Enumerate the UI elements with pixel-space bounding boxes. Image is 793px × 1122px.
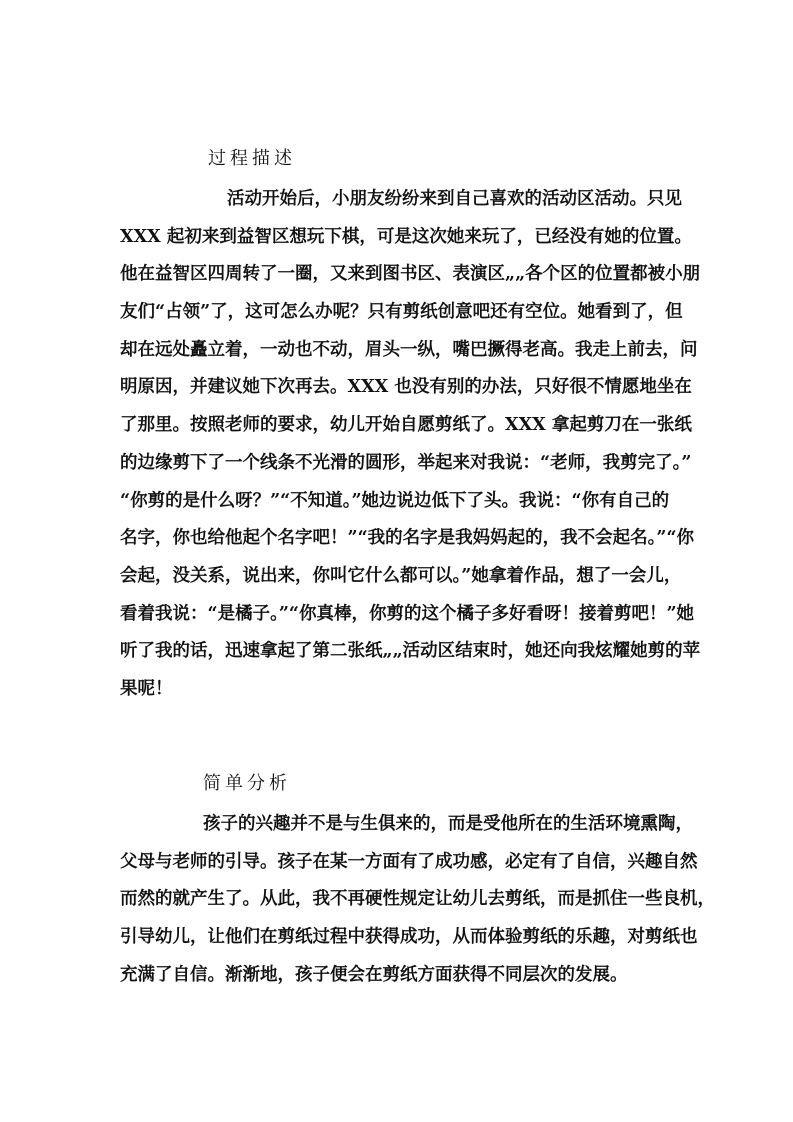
paragraph-line: 孩子的兴趣并不是与生俱来的，而是受他所在的生活环境熏陶， [203, 814, 693, 834]
paragraph-line: 听了我的话，迅速拿起了第二张纸„„活动区结束时，她还向我炫耀她剪的苹 [120, 641, 701, 662]
paragraph-line: 却在远处矗立着，一动也不动，眉头一纵，嘴巴撅得老高。我走上前去，问 [120, 339, 698, 360]
paragraph-process-description [120, 181, 736, 709]
paragraph-line: 果呢！ [120, 678, 173, 699]
paragraph-line: 而然的就产生了。从此，我不再硬性规定让幼儿去剪纸，而是抓住一些良机， [120, 889, 715, 910]
paragraph-line: 会起，没关系，说出来，你叫它什么都可以。”她拿着作品，想了一会儿， [120, 565, 682, 586]
paragraph-line: 名字，你也给他起个名字吧！”“我的名字是我妈妈起的，我不会起名。”“你 [120, 528, 695, 549]
paragraph-line: 引导幼儿，让他们在剪纸过程中获得成功，从而体验剪纸的乐趣，对剪纸也 [120, 927, 698, 948]
paragraph-line: 他在益智区四周转了一圈，又来到图书区、表演区„„各个区的位置都被小朋 [120, 264, 701, 285]
paragraph-line: 明原因，并建议她下次再去。XXX 也没有别的办法，只好很不情愿地坐在 [120, 377, 692, 398]
paragraph-line: XXX 起初来到益智区想玩下棋，可是这次她来玩了，已经没有她的位置。 [120, 226, 692, 247]
section-heading-process-description: 过程描述 [208, 148, 296, 169]
paragraph-line: 活动开始后，小朋友纷纷来到自己喜欢的活动区活动。只见 [227, 189, 682, 209]
paragraph-brief-analysis [120, 806, 736, 994]
paragraph-line: “你剪的是什么呀？”“不知道。”她边说边低下了头。我说：“你有自己的 [120, 490, 670, 511]
paragraph-line: 友们“占领”了，这可怎么办呢？只有剪纸创意吧还有空位。她看到了，但 [120, 302, 683, 323]
section-heading-brief-analysis: 简单分析 [203, 773, 291, 794]
paragraph-line: 充满了自信。渐渐地，孩子便会在剪纸方面获得不同层次的发展。 [120, 964, 628, 985]
paragraph-line: 父母与老师的引导。孩子在某一方面有了成功感，必定有了自信，兴趣自然 [120, 851, 698, 872]
paragraph-line: 了那里。按照老师的要求，幼儿开始自愿剪纸了。XXX 拿起剪刀在一张纸 [120, 415, 692, 436]
paragraph-line: 的边缘剪下了一个线条不光滑的圆形，举起来对我说：“老师，我剪完了。” [120, 452, 692, 473]
paragraph-line: 看着我说：“是橘子。”“你真棒，你剪的这个橘子多好看呀！接着剪吧！”她 [120, 603, 695, 624]
